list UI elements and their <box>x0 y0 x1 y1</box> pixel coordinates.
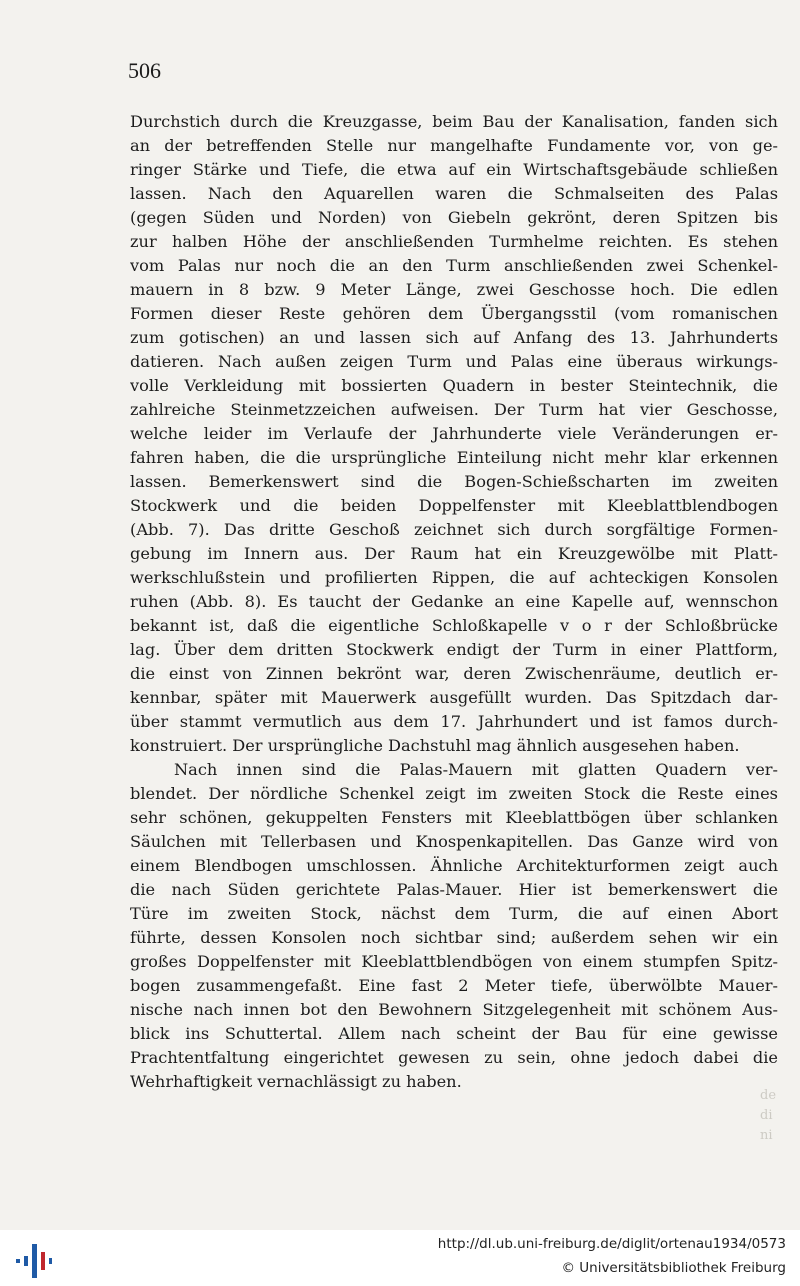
text-line: zur halben Höhe der anschließenden Turmhelme reichten. Es stehen <box>130 232 778 251</box>
bleed-line: di <box>760 1108 773 1123</box>
text-line: bogen zusammengefaßt. Eine fast 2 Meter tiefe, überwölbte Mauer- <box>130 976 778 995</box>
text-line: Säulchen mit Tellerbasen und Knospenkapitellen. Das Ganze wird von <box>130 832 778 851</box>
text-line: die nach Süden gerichtete Palas-Mauer. Hier ist bemerkenswert die <box>130 880 778 899</box>
text-line: welche leider im Verlaufe der Jahrhunderte viele Veränderungen er- <box>130 424 778 443</box>
paragraph-end-line: konstruiert. Der ursprüngliche Dachstuhl mag ähnlich ausgesehen haben. <box>130 736 740 755</box>
text-line: zum gotischen) an und lassen sich auf Anfang des 13. Jahrhunderts <box>130 328 778 347</box>
permalink-url[interactable]: http://dl.ub.uni-freiburg.de/diglit/ortenau1934/0573 <box>437 1236 786 1252</box>
bleed-through-text <box>760 1086 776 1146</box>
text-line: (gegen Süden und Norden) von Giebeln gekrönt, deren Spitzen bis <box>130 208 778 227</box>
text-line: an der betreffenden Stelle nur mangelhafte Fundamente vor, von ge- <box>130 136 778 155</box>
text-line: über stammt vermutlich aus dem 17. Jahrhundert und ist famos durch- <box>130 712 778 731</box>
text-line: ruhen (Abb. 8). Es taucht der Gedanke an eine Kapelle auf, wennschon <box>130 592 778 611</box>
bleed-line: de <box>760 1088 777 1103</box>
text-line: blick ins Schuttertal. Allem nach scheint der Bau für eine gewisse <box>130 1024 778 1043</box>
text-line: gebung im Innern aus. Der Raum hat ein Kreuzgewölbe mit Platt- <box>130 544 778 563</box>
text-line: vom Palas nur noch die an den Turm anschließenden zwei Schenkel- <box>130 256 778 275</box>
text-line: lag. Über dem dritten Stockwerk endigt der Turm in einer Plattform, <box>130 640 778 659</box>
text-line: nische nach innen bot den Bewohnern Sitzgelegenheit mit schönem Aus- <box>130 1000 778 1019</box>
text-line: bekannt ist, daß die eigentliche Schloßkapelle v o r der Schloßbrücke <box>130 616 778 635</box>
text-line: ringer Stärke und Tiefe, die etwa auf ein Wirtschaftsgebäude schließen <box>130 160 778 179</box>
text-line: einem Blendbogen umschlossen. Ähnliche Architekturformen zeigt auch <box>130 856 778 875</box>
text-line: werkschlußstein und profilierten Rippen, die auf achteckigen Konsolen <box>130 568 778 587</box>
paragraph-end-line: Wehrhaftigkeit vernachlässigt zu haben. <box>130 1072 462 1091</box>
text-line: großes Doppelfenster mit Kleeblattblendbögen von einem stumpfen Spitz- <box>130 952 778 971</box>
page-number: 506 <box>128 58 161 83</box>
text-line: Prachtentfaltung eingerichtet gewesen zu sein, ohne jedoch dabei die <box>130 1048 778 1067</box>
text-line: lassen. Bemerkenswert sind die Bogen-Schießscharten im zweiten <box>130 472 778 491</box>
text-line: datieren. Nach außen zeigen Turm und Palas eine überaus wirkungs- <box>130 352 778 371</box>
text-line: führte, dessen Konsolen noch sichtbar sind; außerdem sehen wir ein <box>130 928 778 947</box>
text-line: mauern in 8 bzw. 9 Meter Länge, zwei Geschosse hoch. Die edlen <box>130 280 778 299</box>
text-line: sehr schönen, gekuppelten Fensters mit Kleeblattbögen über schlanken <box>130 808 778 827</box>
text-line: Stockwerk und die beiden Doppelfenster mit Kleeblattblendbogen <box>130 496 778 515</box>
text-line: Durchstich durch die Kreuzgasse, beim Bau der Kanalisation, fanden sich <box>130 112 778 131</box>
text-line: volle Verkleidung mit bossierten Quadern in bester Steintechnik, die <box>130 376 778 395</box>
text-line: blendet. Der nördliche Schenkel zeigt im zweiten Stock die Reste eines <box>130 784 778 803</box>
text-line: kennbar, später mit Mauerwerk ausgefüllt wurden. Das Spitzdach dar- <box>130 688 778 707</box>
text-line: die einst von Zinnen bekrönt war, deren Zwischenräume, deutlich er- <box>130 664 778 683</box>
text-line: Formen dieser Reste gehören dem Übergangsstil (vom romanischen <box>130 304 778 323</box>
ub-freiburg-logo-icon <box>14 1238 54 1282</box>
body-text <box>130 110 778 1094</box>
text-line: zahlreiche Steinmetzzeichen aufweisen. Der Turm hat vier Geschosse, <box>130 400 778 419</box>
text-line: (Abb. 7). Das dritte Geschoß zeichnet sich durch sorgfältige Formen- <box>130 520 778 539</box>
viewer-footer <box>0 1230 800 1286</box>
bleed-line: ni <box>760 1128 773 1143</box>
paragraph-start-line: Nach innen sind die Palas-Mauern mit glatten Quadern ver- <box>174 760 778 779</box>
copyright-notice: © Universitätsbibliothek Freiburg <box>561 1260 786 1276</box>
text-line: Türe im zweiten Stock, nächst dem Turm, die auf einen Abort <box>130 904 778 923</box>
text-line: fahren haben, die die ursprüngliche Einteilung nicht mehr klar erkennen <box>130 448 778 467</box>
text-line: lassen. Nach den Aquarellen waren die Schmalseiten des Palas <box>130 184 778 203</box>
